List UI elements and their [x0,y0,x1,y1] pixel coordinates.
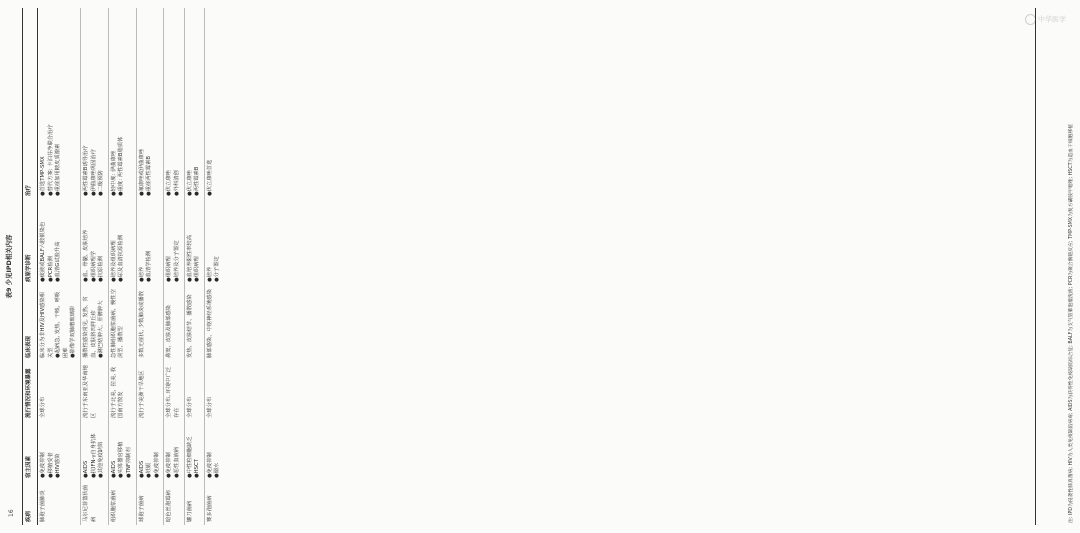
table-cell-treatment [185,8,204,199]
cell-text: ●免疫抑制 [206,452,213,478]
cell-text: 组织胞浆菌病 [110,490,117,522]
table-row [38,8,81,525]
cell-text: ●淋巴结肿大、肝脾肿大 [98,300,105,358]
table-row [205,8,224,525]
header-cell: 临床表现 [26,335,33,358]
table-cell-host [137,421,164,481]
table-cell-disease [38,481,80,525]
cell-text: ●伊曲康唑巩固治疗 [90,149,97,196]
table-cell-micro [38,199,80,285]
table-cell-host [205,421,224,481]
table-cell-clinical [81,285,108,361]
cell-text: ●血、骨髓、皮肤培养 [82,229,89,282]
cell-text: ●重度: 两性霉素B脂质体 [118,136,125,196]
cell-text: ●氟康唑或伊曲康唑 [138,149,145,196]
cell-text: ●影像学双肺磨玻璃影 [70,305,77,358]
cell-text: 多数无症状, 少数肺炎或播散 [138,291,145,358]
table-cell-disease [185,481,204,525]
cell-text: ●组织病理学 [90,250,97,282]
table-cell-epi [164,361,183,421]
table-cell-micro [205,199,224,285]
cell-text: 流行于美洲干旱地区 [138,370,145,418]
cell-text: ●血清G试验升高 [55,241,62,282]
table-cell-epi [38,361,80,421]
table-cell-host [38,421,80,481]
cell-text: ●免疫抑制 [153,452,160,478]
table-body [38,8,224,525]
table-cell-clinical [38,285,80,361]
header-cell: 病原学诊断 [26,254,33,282]
cell-text: 流行于北美、拉美, 我国南方散发 [110,366,125,418]
cell-text: 全球分布 [206,396,213,418]
cell-text: ●中性粒细胞缺乏 [186,436,193,478]
cell-text: ●重症加用糖皮质激素 [55,143,62,196]
cell-text: 播散性感染常见, 发热、贫血、皮肤脐凹样丘疹 [82,296,97,358]
table-cell-epi [137,361,164,421]
table-cell-epi [109,361,136,421]
cell-text: ●恶性血液病 [173,446,180,478]
table-cell-treatment [164,8,183,199]
cell-text: ●抗原检测 [98,256,105,282]
cell-text: 球孢子菌病 [138,495,145,522]
cell-text: ●尿及血清抗原检测 [118,235,125,282]
table-cell-host [164,421,183,481]
cell-text: ●AIDS [82,460,89,478]
cell-text: 全球分布 [186,396,193,418]
table-cell-treatment [81,8,108,199]
cell-text: 暗色丝孢霉病 [166,490,173,522]
cell-text: ●两性霉素B诱导治疗 [82,145,89,196]
cell-text: 镰刀菌病 [186,500,193,522]
cell-text: 临床分为非HIV及HIV感染相关型 [40,291,54,358]
table-cell-disease [137,481,164,525]
cell-text: ●组织病理 [166,256,173,282]
table-cell-micro [109,199,136,285]
cell-text: 急性肺组织胞浆菌病、慢性空洞型、播散型 [110,289,125,358]
table-header [23,8,38,525]
cell-text: ●血清学检测 [146,250,153,282]
table-row [185,8,205,525]
table-cell-clinical [109,285,136,361]
table-row [81,8,109,525]
table-cell-clinical [205,285,224,361]
cell-text: ●伏立康唑首选 [206,159,213,196]
cell-text: 全球分布 [40,396,46,418]
table-cell-disease [81,481,108,525]
cell-text: ●实体器官移植 [118,441,125,478]
cell-text: ●培养 [138,266,145,282]
cell-text: ●分子鉴定 [214,256,221,282]
cell-text: ●伏立康唑 [166,170,173,196]
cell-text: ●AIDS [110,460,117,478]
table-cell-host [109,421,136,481]
cell-text: 流行于东南亚及华南地区 [82,365,97,418]
cell-text: 马尔尼菲篮状菌病 [82,484,97,522]
table-cell-host [81,421,108,481]
table-cell-clinical [185,285,204,361]
cell-text: ●外科清创 [173,170,180,196]
cell-text: 赛多孢菌病 [206,495,213,522]
cell-text: ●培养 [206,266,213,282]
cell-text: ●痰液或BALF六胺银染色 [40,221,46,282]
header-cell: 治疗 [26,184,33,196]
header-cell: 流行情况和环境暴露 [26,368,33,418]
table-cell-epi [205,361,224,421]
table-cell-treatment [137,8,164,199]
table-row [109,8,137,525]
footnote: 注: IPD为侵袭性肺真菌病; HIV为人类免疫缺陷病毒; AIDS为获得性免疫缺陷综合征; BALF为支气管肺泡灌洗液; PCR为聚合酶链反应; TMP-SMX为复方磺胺甲噁唑; HSCT为造血干细胞移植 [1069,124,1075,523]
cell-text: 发热、皮肤结节、播散感染 [186,294,193,358]
cell-text: ●二级预防 [98,170,105,196]
table-cell-micro [185,199,204,285]
cell-text: 肺部感染、中枢神经系统感染 [206,289,213,358]
table-cell-micro [81,199,108,285]
header-cell: 疾病 [26,510,33,522]
table-cell-treatment [109,8,136,199]
cell-text: ●HIV感染 [55,453,62,478]
table-cell-treatment [38,8,80,199]
cell-text: ●溺水 [214,462,221,478]
table-cell-micro [164,199,183,285]
header-cell: 宿主因素 [26,455,33,478]
table-cell-disease [164,481,183,525]
table-cell-micro [137,199,164,285]
cell-text: ●免疫抑制 [166,452,173,478]
cell-text: ●起病急, 发热、干咳、呼吸困难 [55,291,69,358]
table-cell-clinical [137,285,164,361]
table-cell-epi [185,361,204,421]
cell-text: ●免疫抑制 [40,452,46,478]
cell-text: ●血培养阳性率较高 [186,235,193,282]
cell-text: 鼻窦、皮肤及肺部感染 [166,305,173,358]
table-cell-host [185,421,204,481]
cell-text: ●HSCT [194,459,201,478]
cell-text: ●首选TMP-SMX [40,156,46,196]
cell-text: ●轻中度: 伊曲康唑 [110,150,117,196]
table-cell-epi [81,361,108,421]
table-cell-clinical [164,285,183,361]
cell-text: ●AIDS [138,460,145,478]
cell-text: ●其他免疫缺陷 [98,441,105,478]
cell-text: ●两性霉素B [194,166,201,196]
cell-text: ●伏立康唑 [186,170,193,196]
table [22,8,1036,525]
cell-text: ●妊娠 [146,462,153,478]
table-cell-disease [205,481,224,525]
table-cell-disease [109,481,136,525]
cell-text: ●抗IFN-γ自身抗体 [90,433,97,478]
cell-text: ●TNF抑制剂 [125,447,132,478]
table-cell-treatment [205,8,224,199]
cell-text: 全球分布, 环境中广泛存在 [166,366,180,418]
cell-text: ●重症两性霉素B [146,155,153,196]
cell-text: ●培养及分子鉴定 [173,240,180,282]
cell-text: ●移植受者 [47,452,54,478]
table-title: 表9 少见IPD相关内容 [5,234,13,299]
table-row [137,8,165,525]
watermark-text: 中华医学 [1038,15,1066,24]
cell-text: ●组织病理 [194,256,201,282]
table-row [164,8,184,525]
page-number: 16 [8,509,15,517]
cell-text: ●培养及组织病理 [110,240,117,282]
cell-text: ●PCR检测 [47,256,54,282]
cell-text: 肺孢子菌肺炎 [40,490,46,522]
cell-text: ●替代方案: 卡泊芬净联合治疗 [47,124,54,196]
